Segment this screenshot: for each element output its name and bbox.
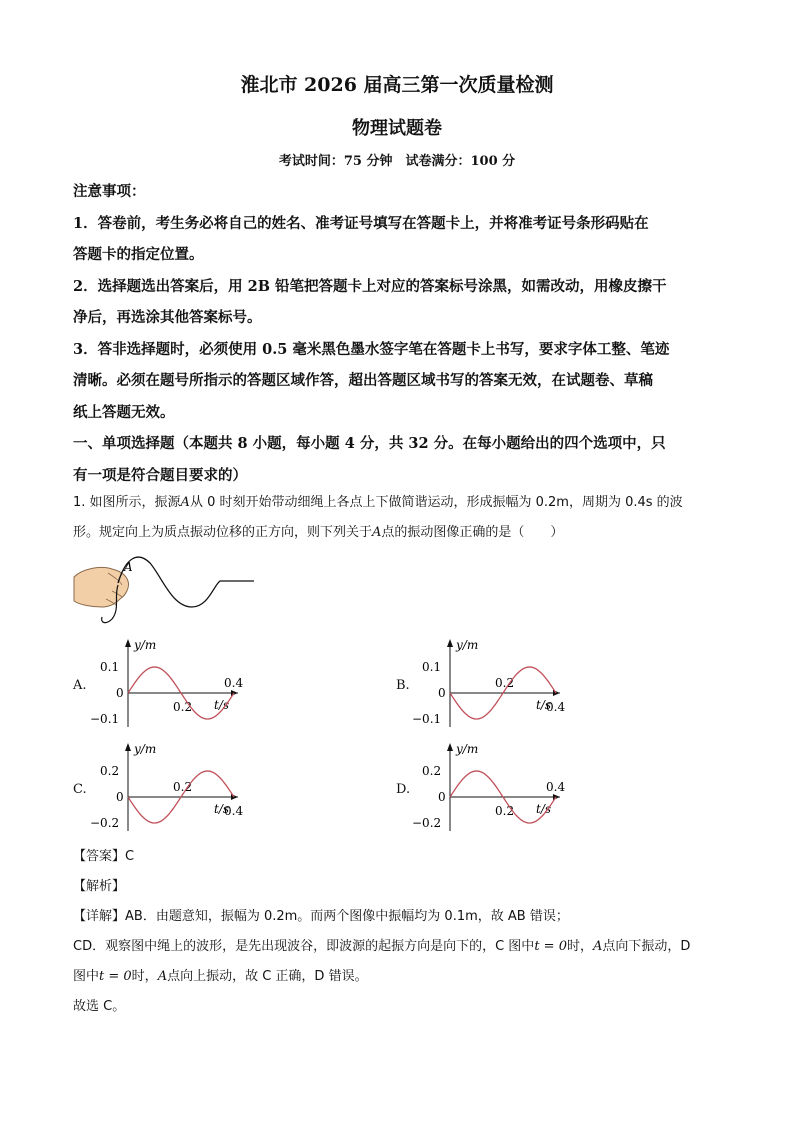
note-1-line-2: 答题卡的指定位置。 xyxy=(73,246,204,263)
note-1-line-1: 1．答卷前，考生务必将自己的姓名、准考证号填写在答题卡上，并将准考证号条形码贴在 xyxy=(73,214,649,232)
question-line-2: 形。规定向上为质点振动位移的正方向，则下列关于A点的振动图像正确的是（ ） xyxy=(73,525,564,540)
tick-t-end: 0.4 xyxy=(224,804,244,818)
exam-title: 淮北市 2026 届高三第一次质量检测 xyxy=(240,74,554,96)
option-b-graph xyxy=(410,635,570,730)
tick-top: 0.1 xyxy=(100,660,120,674)
tick-top: 0.1 xyxy=(422,660,442,674)
option-d-graph xyxy=(410,739,570,839)
question-line-1: 1. 如图所示，振源A从 0 时刻开始带动细绳上各点上下做简谐运动，形成振幅为 0.2m，周期为 0.4s 的波 xyxy=(73,495,683,510)
detail-line-3: 图中t = 0时，A点向上振动，故 C 正确，D 错误。 xyxy=(73,969,368,984)
tick-zero: 0 xyxy=(116,686,124,700)
tick-bottom: −0.2 xyxy=(90,816,120,830)
option-a-label: A. xyxy=(73,678,87,693)
tick-t-mid: 0.2 xyxy=(173,780,193,794)
subject-title: 物理试题卷 xyxy=(352,118,442,139)
y-axis-label: y/m xyxy=(456,638,479,652)
notes-heading: 注意事项： xyxy=(73,183,146,200)
option-c-graph xyxy=(88,739,248,839)
tick-top: 0.2 xyxy=(422,764,442,778)
conclusion: 故选 C。 xyxy=(73,999,126,1014)
tick-bottom: −0.1 xyxy=(90,712,120,726)
tick-zero: 0 xyxy=(438,686,446,700)
t-axis-label: t/s xyxy=(536,802,552,816)
note-2-line-1: 2．选择题选出答案后，用 2B 铅笔把答题卡上对应的答案标号涂黑，如需改动，用橡皮擦干 xyxy=(73,277,667,295)
note-2-line-2: 净后，再选涂其他答案标号。 xyxy=(73,309,262,326)
option-c-label: C. xyxy=(73,782,87,797)
tick-top: 0.2 xyxy=(100,764,120,778)
tick-bottom: −0.1 xyxy=(412,712,442,726)
y-axis-label: y/m xyxy=(456,742,479,756)
note-3-line-3: 纸上答题无效。 xyxy=(73,403,175,421)
tick-t-end: 0.4 xyxy=(546,700,566,714)
exam-info: 考试时间：75 分钟 试卷满分：100 分 xyxy=(278,154,516,169)
hand-rope-figure xyxy=(72,555,262,630)
y-axis-label: y/m xyxy=(134,742,157,756)
tick-t-end: 0.4 xyxy=(546,780,566,794)
t-axis-label: t/s xyxy=(214,802,230,816)
option-a-graph xyxy=(88,635,248,730)
option-d-label: D. xyxy=(396,782,411,797)
detail-line-2: CD．观察图中绳上的波形，是先出现波谷，即波源的起振方向是向下的，C 图中t = 0时，A点向下振动，D xyxy=(73,939,691,954)
detail-line-1: 【详解】AB．由题意知，振幅为 0.2m。而两个图像中振幅均为 0.1m，故 AB 错误； xyxy=(73,909,569,924)
y-axis-arrow xyxy=(447,743,453,751)
question-1 xyxy=(73,488,741,548)
y-axis-arrow xyxy=(125,639,131,647)
note-3-line-2: 清晰。必须在题号所指示的答题区域作答，超出答题区域书写的答案无效，在试题卷、草稿 xyxy=(73,372,653,389)
tick-zero: 0 xyxy=(116,790,124,804)
tick-zero: 0 xyxy=(438,790,446,804)
hand-icon xyxy=(74,567,129,607)
answer-label: 【答案】 xyxy=(73,849,126,864)
note-3-line-1: 3．答非选择题时，必须使用 0.5 毫米黑色墨水签字笔在答题卡上书写，要求字体工整、笔迹 xyxy=(73,340,670,358)
tick-t-mid: 0.2 xyxy=(495,676,515,690)
y-axis-arrow xyxy=(125,743,131,751)
section-heading-line-1: 一、单项选择题（本题共 8 小题，每小题 4 分，共 32 分。在每小题给出的四个选项中，只 xyxy=(73,435,666,452)
notes-block xyxy=(73,176,733,491)
analysis-label: 【解析】 xyxy=(73,879,126,894)
tick-t-mid: 0.2 xyxy=(173,700,193,714)
tick-t-end: 0.4 xyxy=(224,676,244,690)
tick-t-mid: 0.2 xyxy=(495,804,515,818)
section-heading-line-2: 有一项是符合题目要求的） xyxy=(73,466,247,484)
answer-block xyxy=(73,842,741,1022)
t-axis-label: t/s xyxy=(214,698,230,712)
rope-wave xyxy=(118,557,254,607)
source-label-a: A xyxy=(124,560,133,574)
answer-line xyxy=(73,842,741,872)
option-b-label: B. xyxy=(396,678,410,693)
t-axis-label: t/s xyxy=(536,698,552,712)
y-axis-arrow xyxy=(447,639,453,647)
answer-value: C xyxy=(125,849,135,864)
tick-bottom: −0.2 xyxy=(412,816,442,830)
y-axis-label: y/m xyxy=(134,638,157,652)
